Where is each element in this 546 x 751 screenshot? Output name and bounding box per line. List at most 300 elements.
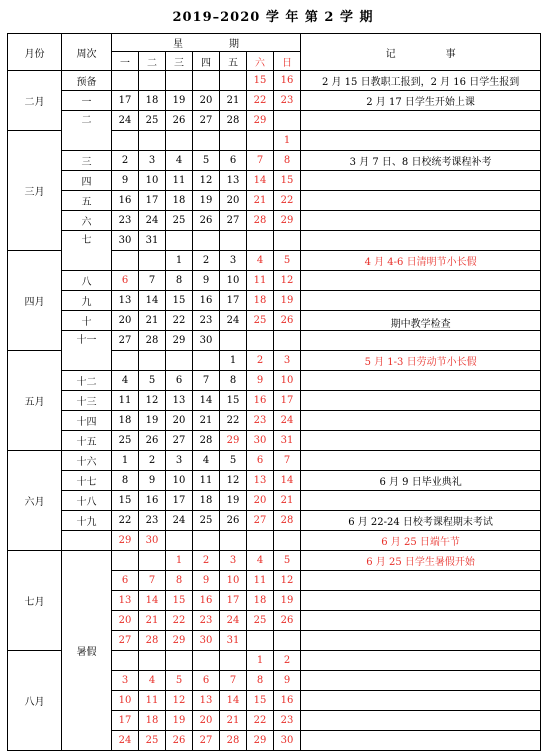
note-cell: 6 月 25 日端午节 xyxy=(301,531,541,551)
day-cell: 11 xyxy=(247,571,274,591)
day-cell: 9 xyxy=(247,371,274,391)
day-cell: 24 xyxy=(220,311,247,331)
day-cell: 28 xyxy=(220,731,247,751)
note-cell xyxy=(301,671,541,691)
day-cell: 16 xyxy=(274,71,301,91)
day-cell: 15 xyxy=(247,691,274,711)
day-cell: 10 xyxy=(139,171,166,191)
day-cell: 4 xyxy=(247,551,274,571)
day-cell: 26 xyxy=(166,731,193,751)
day-cell xyxy=(193,351,220,371)
header-weekday-group: 星 期 xyxy=(112,34,301,52)
week-cell: 十六 xyxy=(62,451,112,471)
week-cell: 十三 xyxy=(62,391,112,411)
day-cell: 13 xyxy=(166,391,193,411)
note-cell xyxy=(301,131,541,151)
day-cell: 12 xyxy=(139,391,166,411)
day-cell: 4 xyxy=(112,371,139,391)
calendar-row xyxy=(8,311,541,331)
day-cell: 22 xyxy=(274,191,301,211)
day-cell: 16 xyxy=(247,391,274,411)
day-cell xyxy=(193,231,220,251)
note-cell xyxy=(301,611,541,631)
day-cell: 6 xyxy=(220,151,247,171)
calendar-row xyxy=(8,151,541,171)
header-day-fri: 五 xyxy=(220,52,247,71)
month-cell: 二月 xyxy=(8,71,62,131)
header-week: 周次 xyxy=(62,34,112,71)
calendar-row xyxy=(8,171,541,191)
day-cell: 26 xyxy=(220,511,247,531)
day-cell: 16 xyxy=(139,491,166,511)
day-cell: 12 xyxy=(274,571,301,591)
day-cell xyxy=(274,111,301,131)
day-cell: 21 xyxy=(193,411,220,431)
day-cell: 16 xyxy=(112,191,139,211)
header-day-tue: 二 xyxy=(139,52,166,71)
day-cell: 28 xyxy=(247,211,274,231)
calendar-row xyxy=(8,291,541,311)
week-cell: 十九 xyxy=(62,511,112,531)
day-cell: 11 xyxy=(112,391,139,411)
day-cell: 1 xyxy=(247,651,274,671)
day-cell: 23 xyxy=(112,211,139,231)
day-cell: 9 xyxy=(193,571,220,591)
day-cell: 16 xyxy=(274,691,301,711)
day-cell: 7 xyxy=(274,451,301,471)
header-notes: 记 事 xyxy=(301,34,541,71)
day-cell: 8 xyxy=(247,671,274,691)
note-cell: 4 月 4-6 日清明节小长假 xyxy=(301,251,541,271)
day-cell: 8 xyxy=(166,271,193,291)
note-cell xyxy=(301,411,541,431)
day-cell xyxy=(166,71,193,91)
day-cell: 18 xyxy=(247,591,274,611)
day-cell: 15 xyxy=(274,171,301,191)
week-cell: 九 xyxy=(62,291,112,311)
week-cell: 五 xyxy=(62,191,112,211)
note-cell xyxy=(301,651,541,671)
day-cell: 20 xyxy=(166,411,193,431)
day-cell: 25 xyxy=(139,111,166,131)
day-cell xyxy=(166,231,193,251)
day-cell: 17 xyxy=(139,191,166,211)
day-cell xyxy=(112,551,139,571)
day-cell: 22 xyxy=(247,91,274,111)
day-cell xyxy=(139,131,166,151)
day-cell: 29 xyxy=(274,211,301,231)
calendar-row xyxy=(8,91,541,111)
day-cell: 4 xyxy=(166,151,193,171)
day-cell: 4 xyxy=(193,451,220,471)
day-cell xyxy=(139,551,166,571)
header-month: 月份 xyxy=(8,34,62,71)
day-cell: 30 xyxy=(193,331,220,351)
day-cell xyxy=(112,351,139,371)
note-cell xyxy=(301,491,541,511)
month-cell: 七月 xyxy=(8,551,62,651)
day-cell xyxy=(274,631,301,651)
day-cell: 1 xyxy=(112,451,139,471)
calendar-row xyxy=(8,71,541,91)
day-cell: 9 xyxy=(193,271,220,291)
day-cell: 24 xyxy=(139,211,166,231)
day-cell xyxy=(247,231,274,251)
note-cell xyxy=(301,571,541,591)
day-cell: 1 xyxy=(166,551,193,571)
day-cell: 26 xyxy=(193,211,220,231)
day-cell: 7 xyxy=(193,371,220,391)
day-cell xyxy=(112,251,139,271)
day-cell: 24 xyxy=(166,511,193,531)
day-cell: 28 xyxy=(139,331,166,351)
day-cell: 3 xyxy=(166,451,193,471)
day-cell: 30 xyxy=(274,731,301,751)
day-cell: 22 xyxy=(112,511,139,531)
day-cell: 11 xyxy=(193,471,220,491)
day-cell: 14 xyxy=(220,691,247,711)
day-cell: 28 xyxy=(193,431,220,451)
day-cell: 5 xyxy=(166,671,193,691)
week-cell: 预备 xyxy=(62,71,112,91)
note-cell xyxy=(301,691,541,711)
day-cell: 29 xyxy=(166,631,193,651)
school-calendar-table xyxy=(7,33,541,751)
day-cell xyxy=(220,531,247,551)
day-cell: 29 xyxy=(112,531,139,551)
day-cell: 2 xyxy=(112,151,139,171)
note-cell xyxy=(301,451,541,471)
day-cell: 13 xyxy=(112,291,139,311)
day-cell: 31 xyxy=(274,431,301,451)
day-cell: 8 xyxy=(166,571,193,591)
day-cell: 26 xyxy=(274,311,301,331)
note-cell: 6 月 9 日毕业典礼 xyxy=(301,471,541,491)
note-cell xyxy=(301,391,541,411)
day-cell xyxy=(193,71,220,91)
day-cell: 9 xyxy=(112,171,139,191)
note-cell xyxy=(301,231,541,251)
day-cell: 29 xyxy=(247,111,274,131)
day-cell: 26 xyxy=(274,611,301,631)
day-cell: 15 xyxy=(220,391,247,411)
day-cell: 5 xyxy=(274,251,301,271)
week-cell: 十 xyxy=(62,311,112,331)
day-cell: 25 xyxy=(139,731,166,751)
note-cell xyxy=(301,371,541,391)
day-cell: 17 xyxy=(166,491,193,511)
day-cell: 19 xyxy=(274,291,301,311)
day-cell: 8 xyxy=(220,371,247,391)
day-cell: 17 xyxy=(112,91,139,111)
calendar-row xyxy=(8,191,541,211)
day-cell: 14 xyxy=(139,291,166,311)
day-cell: 25 xyxy=(247,611,274,631)
day-cell: 4 xyxy=(247,251,274,271)
day-cell: 27 xyxy=(220,211,247,231)
day-cell: 2 xyxy=(274,651,301,671)
day-cell: 25 xyxy=(112,431,139,451)
day-cell: 1 xyxy=(274,131,301,151)
day-cell: 5 xyxy=(139,371,166,391)
calendar-row xyxy=(8,451,541,471)
day-cell: 31 xyxy=(139,231,166,251)
day-cell: 11 xyxy=(166,171,193,191)
day-cell: 18 xyxy=(139,91,166,111)
note-cell xyxy=(301,731,541,751)
week-cell: 十一 xyxy=(62,331,112,371)
day-cell: 20 xyxy=(112,311,139,331)
week-cell: 八 xyxy=(62,271,112,291)
calendar-row xyxy=(8,431,541,451)
note-cell xyxy=(301,631,541,651)
day-cell: 23 xyxy=(139,511,166,531)
day-cell: 7 xyxy=(139,271,166,291)
calendar-row xyxy=(8,111,541,131)
day-cell: 23 xyxy=(247,411,274,431)
day-cell: 27 xyxy=(166,431,193,451)
day-cell xyxy=(193,531,220,551)
note-cell: 6 月 25 日学生暑假开始 xyxy=(301,551,541,571)
day-cell xyxy=(112,131,139,151)
day-cell xyxy=(220,231,247,251)
note-cell xyxy=(301,431,541,451)
day-cell: 10 xyxy=(112,691,139,711)
day-cell xyxy=(139,351,166,371)
note-cell xyxy=(301,291,541,311)
day-cell: 7 xyxy=(139,571,166,591)
day-cell: 30 xyxy=(139,531,166,551)
day-cell: 14 xyxy=(139,591,166,611)
week-cell: 三 xyxy=(62,151,112,171)
day-cell: 12 xyxy=(274,271,301,291)
day-cell: 1 xyxy=(220,351,247,371)
day-cell: 18 xyxy=(139,711,166,731)
day-cell: 22 xyxy=(220,411,247,431)
day-cell xyxy=(166,651,193,671)
week-cell: 二 xyxy=(62,111,112,151)
day-cell xyxy=(247,631,274,651)
day-cell: 21 xyxy=(220,711,247,731)
day-cell: 15 xyxy=(247,71,274,91)
day-cell: 21 xyxy=(220,91,247,111)
week-cell: 一 xyxy=(62,91,112,111)
day-cell xyxy=(220,651,247,671)
calendar-row xyxy=(8,371,541,391)
day-cell xyxy=(139,651,166,671)
day-cell: 13 xyxy=(220,171,247,191)
day-cell xyxy=(112,651,139,671)
note-cell: 3 月 7 日、8 日校统考课程补考 xyxy=(301,151,541,171)
day-cell: 17 xyxy=(274,391,301,411)
week-cell: 六 xyxy=(62,211,112,231)
day-cell: 7 xyxy=(247,151,274,171)
day-cell: 19 xyxy=(139,411,166,431)
header-day-sat: 六 xyxy=(247,52,274,71)
day-cell: 28 xyxy=(220,111,247,131)
day-cell xyxy=(220,131,247,151)
header-day-thu: 四 xyxy=(193,52,220,71)
day-cell: 20 xyxy=(247,491,274,511)
day-cell: 8 xyxy=(274,151,301,171)
note-cell xyxy=(301,111,541,131)
day-cell: 14 xyxy=(247,171,274,191)
day-cell: 24 xyxy=(112,731,139,751)
day-cell: 18 xyxy=(193,491,220,511)
day-cell xyxy=(112,71,139,91)
day-cell: 23 xyxy=(274,91,301,111)
day-cell: 12 xyxy=(193,171,220,191)
day-cell: 3 xyxy=(112,671,139,691)
day-cell: 11 xyxy=(139,691,166,711)
day-cell: 26 xyxy=(166,111,193,131)
note-cell xyxy=(301,331,541,351)
day-cell: 17 xyxy=(220,291,247,311)
month-cell: 五月 xyxy=(8,351,62,451)
day-cell: 6 xyxy=(112,571,139,591)
calendar-row xyxy=(8,231,541,251)
day-cell: 13 xyxy=(112,591,139,611)
day-cell xyxy=(166,531,193,551)
day-cell xyxy=(274,231,301,251)
day-cell: 27 xyxy=(193,111,220,131)
day-cell: 2 xyxy=(247,351,274,371)
day-cell: 22 xyxy=(166,311,193,331)
day-cell xyxy=(247,131,274,151)
note-cell xyxy=(301,211,541,231)
day-cell xyxy=(139,71,166,91)
day-cell: 5 xyxy=(193,151,220,171)
day-cell xyxy=(166,351,193,371)
day-cell: 27 xyxy=(247,511,274,531)
week-cell: 四 xyxy=(62,171,112,191)
note-cell xyxy=(301,271,541,291)
day-cell xyxy=(247,531,274,551)
day-cell: 10 xyxy=(274,371,301,391)
day-cell: 25 xyxy=(193,511,220,531)
day-cell: 3 xyxy=(139,151,166,171)
day-cell: 6 xyxy=(112,271,139,291)
note-cell: 2 月 17 日学生开始上课 xyxy=(301,91,541,111)
calendar-row xyxy=(8,331,541,351)
day-cell: 29 xyxy=(247,731,274,751)
calendar-row xyxy=(8,551,541,571)
note-cell: 6 月 22-24 日校考课程期末考试 xyxy=(301,511,541,531)
day-cell xyxy=(193,131,220,151)
week-cell: 十二 xyxy=(62,371,112,391)
day-cell: 12 xyxy=(220,471,247,491)
day-cell: 10 xyxy=(166,471,193,491)
note-cell: 2 月 15 日教职工报到，2 月 16 日学生报到 xyxy=(301,71,541,91)
day-cell xyxy=(274,531,301,551)
day-cell: 22 xyxy=(247,711,274,731)
week-cell: 十四 xyxy=(62,411,112,431)
day-cell: 27 xyxy=(193,731,220,751)
day-cell: 20 xyxy=(193,91,220,111)
day-cell: 30 xyxy=(193,631,220,651)
day-cell: 21 xyxy=(247,191,274,211)
note-cell xyxy=(301,591,541,611)
day-cell: 21 xyxy=(139,311,166,331)
day-cell: 9 xyxy=(139,471,166,491)
calendar-row xyxy=(8,271,541,291)
day-cell: 19 xyxy=(220,491,247,511)
day-cell: 8 xyxy=(112,471,139,491)
day-cell: 12 xyxy=(166,691,193,711)
day-cell xyxy=(247,331,274,351)
note-cell: 期中教学检查 xyxy=(301,311,541,331)
calendar-row xyxy=(8,491,541,511)
day-cell: 31 xyxy=(220,631,247,651)
week-cell-empty xyxy=(62,531,112,551)
day-cell: 15 xyxy=(166,591,193,611)
day-cell: 2 xyxy=(193,551,220,571)
day-cell: 3 xyxy=(274,351,301,371)
day-cell: 28 xyxy=(274,511,301,531)
calendar-row xyxy=(8,211,541,231)
day-cell: 29 xyxy=(166,331,193,351)
day-cell: 30 xyxy=(247,431,274,451)
day-cell xyxy=(220,331,247,351)
day-cell: 27 xyxy=(112,331,139,351)
week-cell: 七 xyxy=(62,231,112,271)
day-cell: 24 xyxy=(220,611,247,631)
day-cell: 20 xyxy=(193,711,220,731)
day-cell: 18 xyxy=(112,411,139,431)
month-cell: 四月 xyxy=(8,251,62,351)
day-cell: 15 xyxy=(166,291,193,311)
day-cell: 18 xyxy=(166,191,193,211)
day-cell: 2 xyxy=(139,451,166,471)
calendar-row xyxy=(8,471,541,491)
day-cell: 6 xyxy=(247,451,274,471)
day-cell: 3 xyxy=(220,551,247,571)
day-cell xyxy=(166,131,193,151)
calendar-title: 2019–2020 学 年 第 2 学 期 xyxy=(172,10,374,25)
week-cell: 十七 xyxy=(62,471,112,491)
day-cell: 21 xyxy=(274,491,301,511)
header-day-wed: 三 xyxy=(166,52,193,71)
day-cell: 25 xyxy=(247,311,274,331)
day-cell: 17 xyxy=(220,591,247,611)
day-cell: 5 xyxy=(274,551,301,571)
day-cell: 27 xyxy=(112,631,139,651)
day-cell xyxy=(139,251,166,271)
month-cell: 六月 xyxy=(8,451,62,551)
day-cell: 19 xyxy=(166,91,193,111)
day-cell: 16 xyxy=(193,591,220,611)
day-cell: 15 xyxy=(112,491,139,511)
day-cell: 1 xyxy=(166,251,193,271)
day-cell: 13 xyxy=(193,691,220,711)
day-cell: 20 xyxy=(220,191,247,211)
day-cell: 29 xyxy=(220,431,247,451)
day-cell: 16 xyxy=(193,291,220,311)
day-cell: 2 xyxy=(193,251,220,271)
day-cell: 14 xyxy=(193,391,220,411)
calendar-row xyxy=(8,411,541,431)
note-cell xyxy=(301,711,541,731)
day-cell: 19 xyxy=(274,591,301,611)
day-cell: 7 xyxy=(220,671,247,691)
day-cell: 10 xyxy=(220,271,247,291)
day-cell: 23 xyxy=(193,611,220,631)
day-cell: 21 xyxy=(139,611,166,631)
day-cell: 19 xyxy=(166,711,193,731)
day-cell: 30 xyxy=(112,231,139,251)
day-cell xyxy=(274,331,301,351)
calendar-row xyxy=(8,391,541,411)
